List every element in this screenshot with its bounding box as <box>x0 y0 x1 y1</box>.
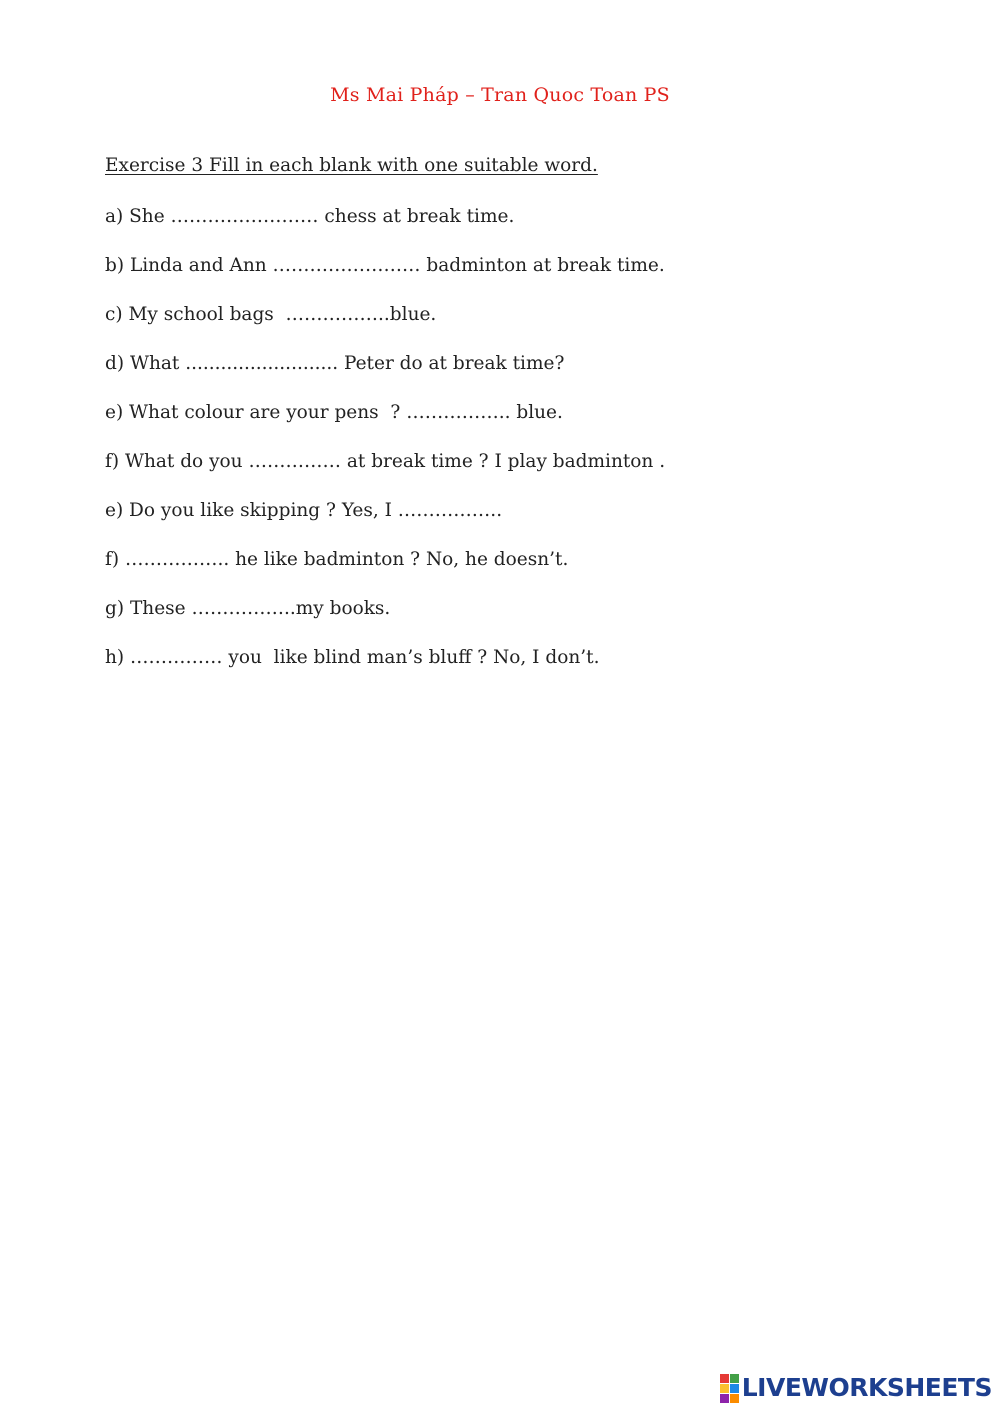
question-c: c) My school bags ……………..blue. <box>105 304 437 325</box>
question-e: e) What colour are your pens ? …………….. blue. <box>105 402 563 423</box>
question-e-second: e) Do you like skipping ? Yes, I …………….. <box>105 500 503 521</box>
question-g: g) These ……………..my books. <box>105 598 391 619</box>
logo-square <box>730 1374 739 1383</box>
question-f-second: f) …………….. he like badminton ? No, he doesn’t. <box>105 549 569 570</box>
liveworksheets-logo <box>720 1373 992 1403</box>
liveworksheets-logo-icon <box>720 1374 739 1403</box>
question-b: b) Linda and Ann …………………… badminton at break time. <box>105 255 665 276</box>
question-h: h) …………… you like blind man’s bluff ? No, I don’t. <box>105 647 600 668</box>
question-a: a) She …………………… chess at break time. <box>105 206 515 227</box>
logo-square <box>720 1384 729 1393</box>
logo-square <box>730 1384 739 1393</box>
logo-square <box>720 1374 729 1383</box>
logo-text: LIVEWORKSHEETS <box>741 1373 992 1402</box>
exercise-title: Exercise 3 Fill in each blank with one suitable word. <box>105 155 598 176</box>
question-d: d) What .......................... Peter do at break time? <box>105 353 565 374</box>
question-f: f) What do you …………… at break time ? I play badminton . <box>105 451 666 472</box>
page-header: Ms Mai Pháp – Tran Quoc Toan PS <box>330 84 670 106</box>
question-list <box>105 204 665 694</box>
logo-square <box>730 1394 739 1403</box>
logo-square <box>720 1394 729 1403</box>
